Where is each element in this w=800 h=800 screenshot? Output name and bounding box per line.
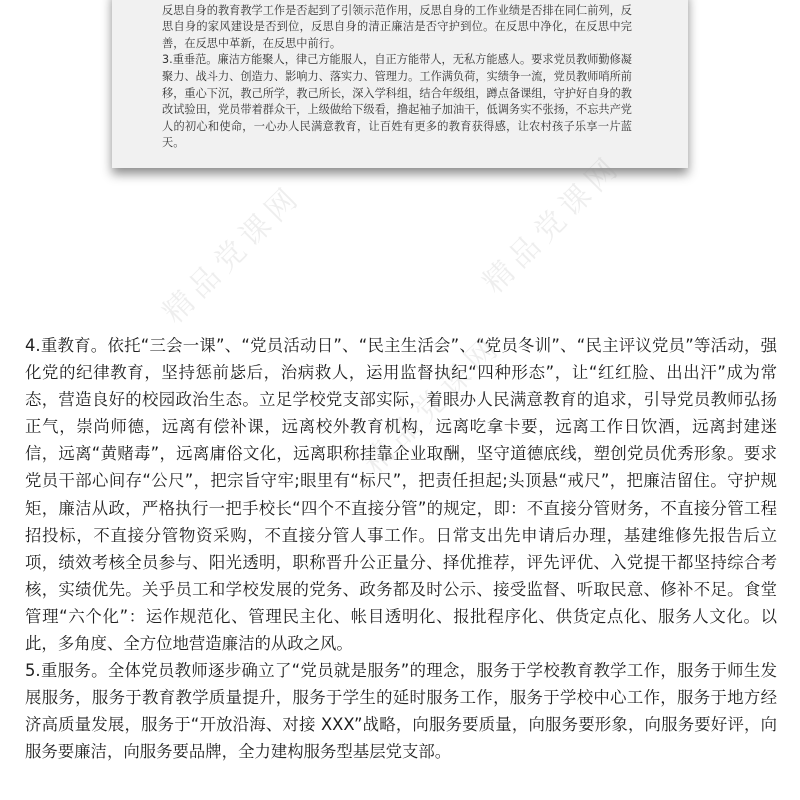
paragraph-section4: 4.重教育。依托“三会一课”、“党员活动日”、“民主生活会”、“党员冬训”、“民主评议党员”等活动，强化党的纪律教育，坚持惩前毖后，治病救人，运用监督执纪“四种形态”，让“红红脸、出出汗”成为常态，营造良好的校园政治生态。立足学校党支部实际，着眼办人民满意教育的追求，引导党员教师弘扬正气，崇尚师德，远离有偿补课，远离校外教育机构，远离吃拿卡要，远离工作日饮酒，远离封建迷信，远离“黄赌毒”，远离庸俗文化，远离职称挂靠企业取酬，坚守道德底线，塑创党员优秀形象。要求党员干部心间存“公尺”，把宗旨守牢;眼里有“标尺”，把责任担起;头顶悬“戒尺”，把廉洁留住。守护规矩，廉洁从政，严格执行一把手校长“四个不直接分管”的规定，即：不直接分管财务，不直接分管工程招投标，不直接分管物资采购，不直接分管人事工作。日常支出先申请后办理，基建维修先报告后立项，绩效考核全员参与、阳光透明，职称晋升公正量分、择优推荐，评先评优、入党提干都坚持综合考核，实绩优先。关乎员工和学校发展的党务、政务都及时公示、接受监督、听取民意、修补不足。食堂管理“六个化”：运作规范化、管理民主化、帐目透明化、报批程序化、供货定点化、服务人文化。以此，多角度、全方位地营造廉洁的从政之风。 (25, 336, 777, 654)
watermark-text: 精品党课网 (356, 328, 509, 481)
watermark-text: 精品党课网 (476, 148, 629, 301)
main-document-body (25, 332, 777, 766)
card-paragraph-top: 反思自身的教育教学工作是否起到了引领示范作用，反思自身的工作业绩是否排在同仁前列，反思自身的家风建设是否到位，反思自身的清正廉洁是否守护到位。在反思中净化，在反思中完善，在反思中革新，在反思中前行。 (162, 3, 632, 50)
document-card (112, 0, 688, 168)
paragraph-section5: 5.重服务。全体党员教师逐步确立了“党员就是服务”的理念，服务于学校教育教学工作，服务于师生发展服务，服务于教育教学质量提升，服务于学生的延时服务工作，服务于学校中心工作，服务于地方经济高质量发展，服务于“开放沿海、对接 XXX”战略，向服务要质量，向服务要形象，向服务要好评，向服务要廉洁，向服务要品牌，全力建构服务型基层党支部。 (25, 661, 777, 762)
card-paragraph-section3: 3.重垂范。廉洁方能聚人，律己方能服人，自正方能带人，无私方能感人。要求党员教师勤修凝聚力、战斗力、创造力、影响力、落实力、管理力。工作满负荷，实绩争一流，党员教师哨所前移，重心下沉，教己所学，教己所长，深入学科组，结合年级组，蹲点备课组，守护好自身的教改试验田，党员带着群众干，上级做给下级看，撸起袖子加油干，低调务实不张扬，不忘共产党人的初心和使命，一心办人民满意教育，让百姓有更多的教育获得感，让农村孩子乐享一片蓝天。 (162, 53, 632, 150)
watermark-text: 精品党课网 (156, 178, 309, 331)
card-text (162, 0, 632, 152)
top-image-area (0, 0, 800, 331)
